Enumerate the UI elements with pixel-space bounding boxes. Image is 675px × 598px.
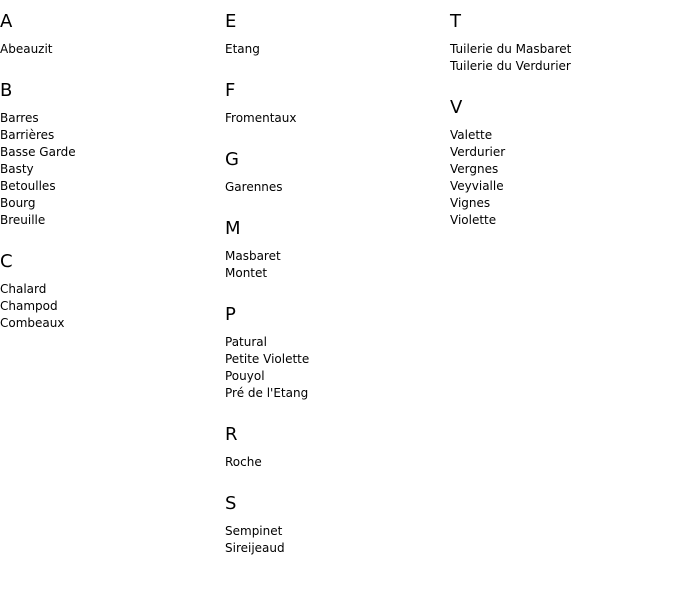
index-column-1 <box>0 11 225 354</box>
place-link-tuilerie-du-masbaret[interactable]: Tuilerie du Masbaret <box>450 42 572 56</box>
letter-heading-g: G <box>225 149 239 170</box>
list-item <box>0 110 225 127</box>
list-item <box>225 454 450 471</box>
letter-heading-p: P <box>225 304 236 325</box>
place-link-breuille[interactable]: Breuille <box>0 213 46 227</box>
letter-group-f <box>225 80 450 127</box>
place-link-veyvialle[interactable]: Veyvialle <box>450 179 504 193</box>
letter-group-v <box>450 97 675 229</box>
place-link-roche[interactable]: Roche <box>225 455 262 469</box>
letter-heading-e: E <box>225 11 237 32</box>
list-item <box>225 41 450 58</box>
letter-heading-f: F <box>225 80 236 101</box>
list-item <box>0 298 225 315</box>
list-item <box>0 144 225 161</box>
place-list-m <box>225 248 450 282</box>
letter-group-b <box>0 80 225 229</box>
place-link-basty[interactable]: Basty <box>0 162 34 176</box>
list-item <box>225 540 450 557</box>
place-link-petite-violette[interactable]: Petite Violette <box>225 352 310 366</box>
place-list-t <box>450 41 675 75</box>
place-link-violette[interactable]: Violette <box>450 213 497 227</box>
place-link-abeauzit[interactable]: Abeauzit <box>0 42 53 56</box>
list-item <box>225 368 450 385</box>
place-list-p <box>225 334 450 402</box>
index-column-2 <box>225 11 450 579</box>
place-link-tuilerie-du-verdurier[interactable]: Tuilerie du Verdurier <box>450 59 571 73</box>
place-link-bourg[interactable]: Bourg <box>0 196 36 210</box>
place-link-masbaret[interactable]: Masbaret <box>225 249 281 263</box>
list-item <box>450 195 675 212</box>
place-link-sempinet[interactable]: Sempinet <box>225 524 283 538</box>
place-link-barres[interactable]: Barres <box>0 111 39 125</box>
place-list-g <box>225 179 450 196</box>
place-link-garennes[interactable]: Garennes <box>225 180 283 194</box>
list-item <box>0 127 225 144</box>
list-item <box>450 212 675 229</box>
list-item <box>225 334 450 351</box>
letter-heading-t: T <box>450 11 461 32</box>
index-column-3 <box>450 11 675 251</box>
list-item <box>0 41 225 58</box>
list-item <box>225 385 450 402</box>
list-item <box>0 195 225 212</box>
place-link-montet[interactable]: Montet <box>225 266 268 280</box>
place-list-c <box>0 281 225 332</box>
place-link-pouyol[interactable]: Pouyol <box>225 369 265 383</box>
place-list-f <box>225 110 450 127</box>
place-list-r <box>225 454 450 471</box>
letter-heading-v: V <box>450 97 463 118</box>
list-item <box>450 41 675 58</box>
letter-group-a <box>0 11 225 58</box>
place-link-barrieres[interactable]: Barrières <box>0 128 55 142</box>
list-item <box>450 178 675 195</box>
letter-heading-b: B <box>0 80 13 101</box>
letter-group-p <box>225 304 450 402</box>
place-link-etang[interactable]: Etang <box>225 42 260 56</box>
place-link-betoulles[interactable]: Betoulles <box>0 179 56 193</box>
place-link-sireijeaud[interactable]: Sireijeaud <box>225 541 285 555</box>
place-link-patural[interactable]: Patural <box>225 335 267 349</box>
letter-heading-a: A <box>0 11 13 32</box>
letter-group-m <box>225 218 450 282</box>
letter-group-t <box>450 11 675 75</box>
place-link-combeaux[interactable]: Combeaux <box>0 316 65 330</box>
place-list-e <box>225 41 450 58</box>
list-item <box>225 351 450 368</box>
list-item <box>0 178 225 195</box>
place-list-a <box>0 41 225 58</box>
list-item <box>0 212 225 229</box>
letter-heading-r: R <box>225 424 238 445</box>
letter-heading-m: M <box>225 218 241 239</box>
place-link-vignes[interactable]: Vignes <box>450 196 491 210</box>
letter-group-e <box>225 11 450 58</box>
list-item <box>450 127 675 144</box>
list-item <box>0 315 225 332</box>
list-item <box>450 161 675 178</box>
letter-heading-s: S <box>225 493 237 514</box>
list-item <box>450 144 675 161</box>
place-link-valette[interactable]: Valette <box>450 128 493 142</box>
list-item <box>0 281 225 298</box>
list-item <box>450 58 675 75</box>
place-link-vergnes[interactable]: Vergnes <box>450 162 499 176</box>
letter-group-g <box>225 149 450 196</box>
place-list-b <box>0 110 225 229</box>
place-link-basse-garde[interactable]: Basse Garde <box>0 145 76 159</box>
list-item <box>225 265 450 282</box>
letter-group-s <box>225 493 450 557</box>
letter-heading-c: C <box>0 251 13 272</box>
place-list-v <box>450 127 675 229</box>
letter-group-c <box>0 251 225 332</box>
place-link-fromentaux[interactable]: Fromentaux <box>225 111 297 125</box>
list-item <box>0 161 225 178</box>
place-list-s <box>225 523 450 557</box>
place-link-pre-de-l-etang[interactable]: Pré de l'Etang <box>225 386 309 400</box>
place-link-verdurier[interactable]: Verdurier <box>450 145 506 159</box>
place-link-chalard[interactable]: Chalard <box>0 282 47 296</box>
list-item <box>225 523 450 540</box>
letter-group-r <box>225 424 450 471</box>
list-item <box>225 110 450 127</box>
place-link-champod[interactable]: Champod <box>0 299 58 313</box>
list-item <box>225 248 450 265</box>
list-item <box>225 179 450 196</box>
